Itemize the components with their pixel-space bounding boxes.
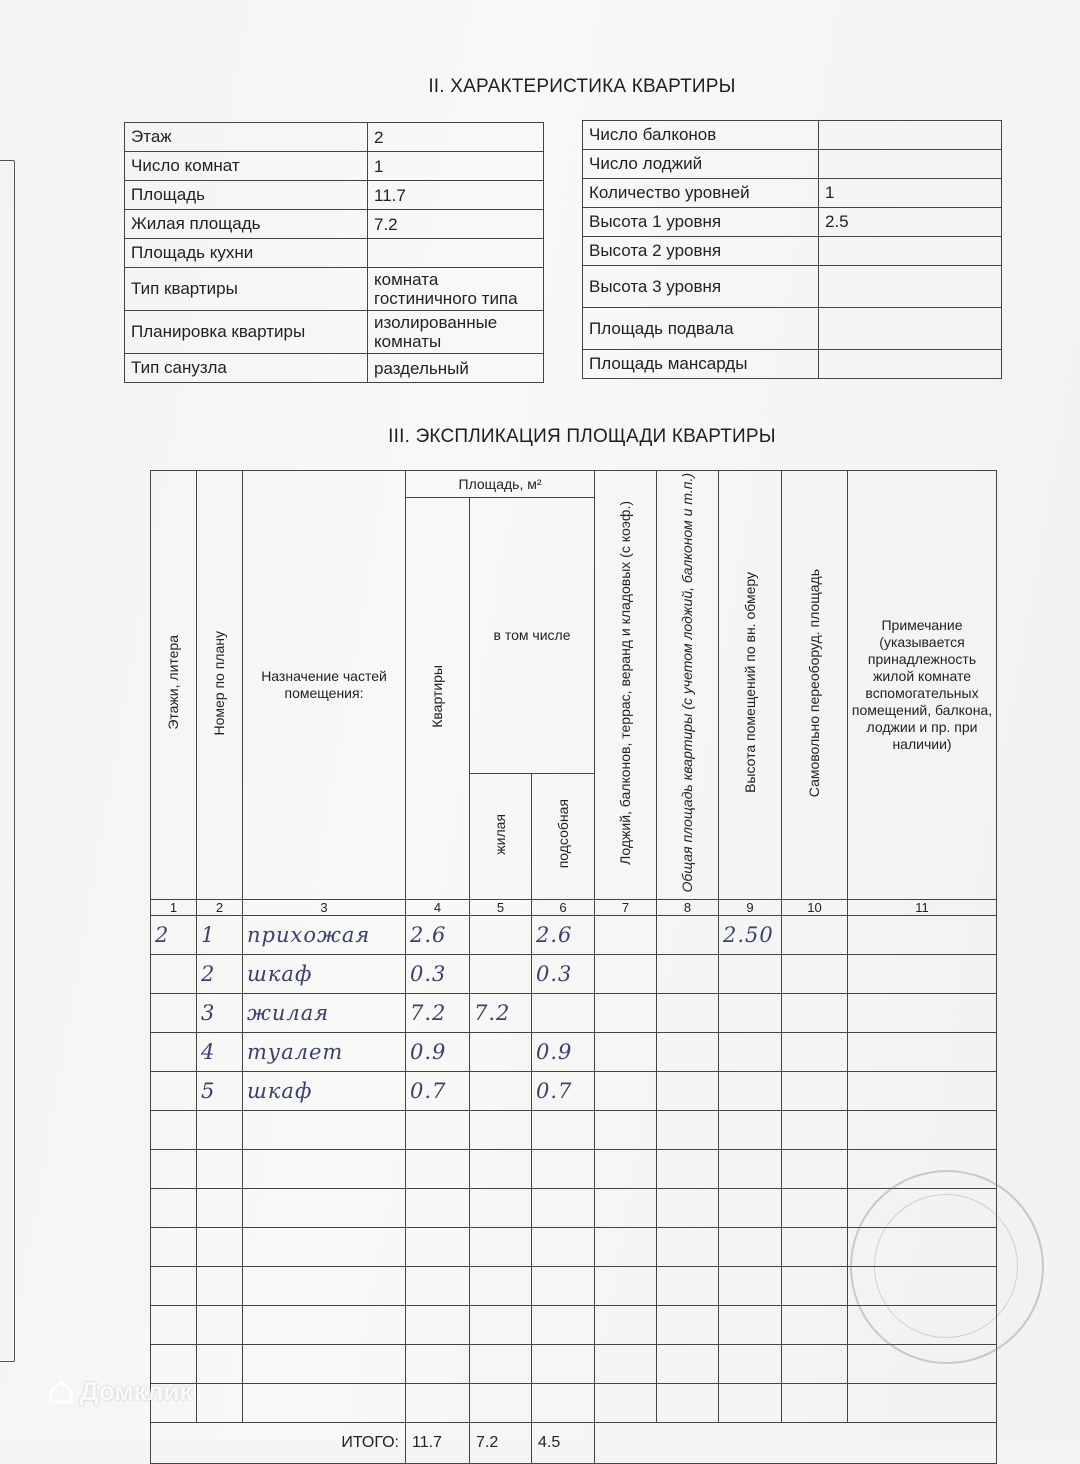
cell-empty [197,1149,243,1188]
table-row [151,1032,997,1071]
table-row [151,954,997,993]
cell-no: 5 [197,1071,243,1110]
cell-empty [197,1227,243,1266]
char-label: Этаж [125,123,368,152]
cell-empty [470,1305,532,1344]
column-number: 11 [848,899,997,915]
cell-empty [782,1305,848,1344]
char-row [125,181,544,210]
cell-no: 4 [197,1032,243,1071]
char-value [819,150,1002,179]
char-label: Число лоджий [583,150,819,179]
cell-empty [595,1305,657,1344]
column-number: 4 [406,899,470,915]
table-row-empty [151,1110,997,1149]
cell-empty [595,954,657,993]
cell-floor [151,954,197,993]
header-apartment: Квартиры [406,498,470,900]
cell-empty [151,1188,197,1227]
char-value: изолированные комнаты [368,311,544,354]
char-value: комната гостиничного типа [368,268,544,311]
cell-floor [151,1071,197,1110]
cell-aux: 0.7 [532,1071,595,1110]
cell-empty [243,1110,406,1149]
header-note: Примечание (указывается принадлежность жилой комнате вспомогательных помещений, балкона, лоджии и пр. при наличии) [848,471,997,900]
char-label: Планировка квартиры [125,311,368,354]
char-row [125,210,544,239]
char-label: Площадь [125,181,368,210]
cell-empty [595,1227,657,1266]
char-value [819,121,1002,150]
cell-empty [197,1266,243,1305]
cell-empty [782,1032,848,1071]
cell-empty [782,954,848,993]
watermark-logo [48,1376,192,1407]
cell-empty [595,1383,657,1422]
seal-stamp [850,1170,1044,1364]
cell-height [719,993,782,1032]
cell-empty [470,1149,532,1188]
column-number: 1 [151,899,197,915]
char-row [583,208,1002,237]
cell-empty [532,1344,595,1383]
cell-empty [532,1188,595,1227]
cell-empty [243,1149,406,1188]
cell-no: 1 [197,915,243,954]
cell-aux: 2.6 [532,915,595,954]
cell-empty [406,1305,470,1344]
cell-empty [657,1032,719,1071]
cell-empty [595,1266,657,1305]
char-label: Высота 1 уровня [583,208,819,237]
binder-edge [0,160,15,1362]
header-loggias: Лоджий, балконов, террас, веранд и кладовых (с коэф.) [595,471,657,900]
char-row [125,152,544,181]
char-label: Высота 2 уровня [583,237,819,266]
cell-empty [782,1344,848,1383]
characteristics-table-left [124,122,544,383]
char-label: Высота 3 уровня [583,266,819,308]
watermark-text: Домклик [80,1376,193,1406]
header-height: Высота помещений по вн. обмеру [719,471,782,900]
cell-aux [532,993,595,1032]
cell-empty [532,1305,595,1344]
total-aux: 4.5 [532,1422,595,1463]
cell-aux: 0.9 [532,1032,595,1071]
cell-empty [243,1227,406,1266]
cell-empty [595,915,657,954]
char-row [583,237,1002,266]
cell-empty [470,1266,532,1305]
cell-empty [657,954,719,993]
cell-empty [657,915,719,954]
cell-empty [782,1383,848,1422]
char-label: Площадь подвала [583,308,819,350]
cell-empty [197,1383,243,1422]
char-value: 2 [368,123,544,152]
cell-empty [657,1188,719,1227]
cell-empty [595,1110,657,1149]
char-value [368,239,544,268]
cell-empty [848,1383,997,1422]
cell-empty [532,1227,595,1266]
cell-floor: 2 [151,915,197,954]
cell-empty [719,1188,782,1227]
cell-empty [595,1032,657,1071]
cell-name: шкаф [243,1071,406,1110]
cell-empty [470,1383,532,1422]
total-label: ИТОГО: [151,1422,406,1463]
char-row [583,150,1002,179]
header-purpose: Назначение частей помещения: [243,471,406,900]
cell-apt: 0.7 [406,1071,470,1110]
char-row [583,179,1002,208]
cell-empty [782,1071,848,1110]
cell-empty [595,1149,657,1188]
table-row-empty [151,1383,997,1422]
cell-floor [151,1032,197,1071]
char-row [125,354,544,383]
cell-empty [782,915,848,954]
cell-empty [406,1344,470,1383]
cell-empty [151,1266,197,1305]
cell-apt: 0.3 [406,954,470,993]
char-value: 1 [819,179,1002,208]
cell-empty [782,1110,848,1149]
cell-floor [151,993,197,1032]
column-number: 2 [197,899,243,915]
cell-empty [406,1383,470,1422]
cell-name: туалет [243,1032,406,1071]
cell-apt: 7.2 [406,993,470,1032]
table-row [151,1071,997,1110]
char-label: Площадь кухни [125,239,368,268]
char-value: 1 [368,152,544,181]
cell-empty [657,1110,719,1149]
cell-empty [243,1266,406,1305]
char-row [125,123,544,152]
cell-empty [848,1032,997,1071]
cell-empty [532,1383,595,1422]
cell-empty [657,1149,719,1188]
cell-empty [532,1110,595,1149]
total-row [151,1422,997,1463]
header-living: жилая [470,773,532,899]
cell-height [719,1032,782,1071]
cell-empty [848,915,997,954]
char-value [819,266,1002,308]
total-empty [595,1422,997,1463]
cell-empty [406,1149,470,1188]
cell-empty [848,1110,997,1149]
char-value: 11.7 [368,181,544,210]
cell-living [470,1071,532,1110]
cell-empty [197,1305,243,1344]
cell-empty [470,1110,532,1149]
cell-empty [595,1188,657,1227]
cell-empty [406,1266,470,1305]
cell-empty [595,1071,657,1110]
cell-empty [657,1227,719,1266]
cell-empty [719,1344,782,1383]
cell-empty [197,1344,243,1383]
house-icon [48,1379,74,1405]
cell-empty [532,1266,595,1305]
column-number: 6 [532,899,595,915]
section-3-title: III. ЭКСПЛИКАЦИЯ ПЛОЩАДИ КВАРТИРЫ [388,426,776,447]
cell-empty [719,1266,782,1305]
cell-empty [848,993,997,1032]
table-row-empty [151,1149,997,1188]
cell-empty [848,954,997,993]
char-row [125,239,544,268]
cell-empty [719,1227,782,1266]
cell-apt: 0.9 [406,1032,470,1071]
header-floor: Этажи, литера [151,471,197,900]
cell-empty [719,1305,782,1344]
cell-empty [657,1383,719,1422]
cell-empty [151,1110,197,1149]
char-row [583,350,1002,379]
cell-empty [151,1305,197,1344]
cell-empty [595,1344,657,1383]
header-total-area: Общая площадь квартиры (с учетом лоджий, балконом и т.п.) [657,471,719,900]
char-row [125,311,544,354]
column-number: 5 [470,899,532,915]
char-label: Количество уровней [583,179,819,208]
cell-empty [657,1305,719,1344]
column-number: 9 [719,899,782,915]
cell-empty [197,1188,243,1227]
char-row [583,266,1002,308]
cell-empty [406,1110,470,1149]
header-area: Площадь, м² [406,471,595,498]
cell-empty [243,1383,406,1422]
cell-empty [151,1149,197,1188]
cell-empty [782,1188,848,1227]
cell-no: 2 [197,954,243,993]
total-living: 7.2 [470,1422,532,1463]
char-label: Площадь мансарды [583,350,819,379]
column-number: 7 [595,899,657,915]
char-row [583,308,1002,350]
cell-empty [151,1227,197,1266]
char-label: Число балконов [583,121,819,150]
cell-name: шкаф [243,954,406,993]
cell-empty [719,1110,782,1149]
cell-no: 3 [197,993,243,1032]
cell-empty [406,1188,470,1227]
cell-name: прихожая [243,915,406,954]
cell-height: 2.50 [719,915,782,954]
cell-empty [197,1110,243,1149]
cell-living [470,915,532,954]
cell-empty [243,1305,406,1344]
characteristics-table-right [582,120,1002,379]
header-plan-no: Номер по плану [197,471,243,900]
table-row [151,993,997,1032]
cell-empty [848,1071,997,1110]
total-apt: 11.7 [406,1422,470,1463]
cell-height [719,954,782,993]
char-value [819,350,1002,379]
cell-empty [532,1149,595,1188]
column-number: 3 [243,899,406,915]
cell-empty [243,1344,406,1383]
cell-empty [719,1149,782,1188]
cell-empty [657,993,719,1032]
header-auxiliary: подсобная [532,773,595,899]
cell-empty [406,1227,470,1266]
char-label: Тип квартиры [125,268,368,311]
cell-empty [595,993,657,1032]
char-value: 2.5 [819,208,1002,237]
cell-empty [657,1344,719,1383]
char-value [819,308,1002,350]
cell-empty [657,1071,719,1110]
char-label: Тип санузла [125,354,368,383]
char-value: 7.2 [368,210,544,239]
cell-empty [243,1188,406,1227]
cell-living [470,954,532,993]
column-number: 8 [657,899,719,915]
cell-empty [782,1227,848,1266]
cell-empty [470,1188,532,1227]
char-value: раздельный [368,354,544,383]
cell-empty [470,1344,532,1383]
char-label: Жилая площадь [125,210,368,239]
cell-apt: 2.6 [406,915,470,954]
cell-empty [719,1383,782,1422]
cell-living: 7.2 [470,993,532,1032]
cell-empty [470,1227,532,1266]
cell-empty [782,993,848,1032]
char-row [583,121,1002,150]
char-label: Число комнат [125,152,368,181]
char-row [125,268,544,311]
header-unauthorized: Самовольно переоборуд. площадь [782,471,848,900]
section-2-title: II. ХАРАКТЕРИСТИКА КВАРТИРЫ [428,76,736,97]
cell-living [470,1032,532,1071]
cell-empty [657,1266,719,1305]
char-value [819,237,1002,266]
table-row-empty [151,1344,997,1383]
table-row [151,915,997,954]
cell-empty [782,1266,848,1305]
cell-height [719,1071,782,1110]
cell-aux: 0.3 [532,954,595,993]
column-number: 10 [782,899,848,915]
header-including: в том числе [470,498,595,774]
cell-empty [782,1149,848,1188]
cell-name: жилая [243,993,406,1032]
